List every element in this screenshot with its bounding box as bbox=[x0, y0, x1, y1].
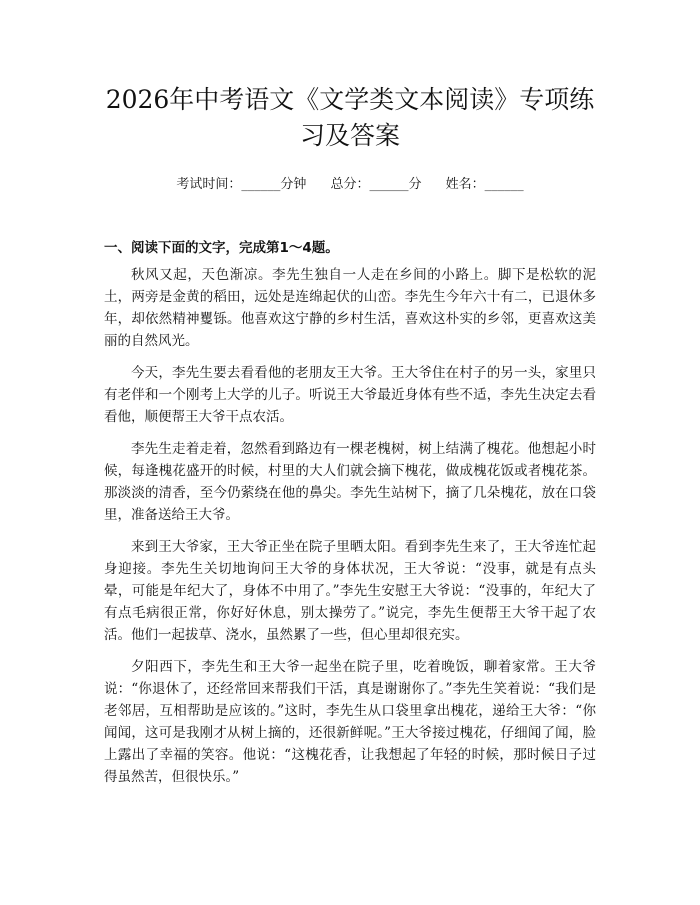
passage-paragraph-1: 秋风又起，天色渐凉。李先生独自一人走在乡间的小路上。脚下是松软的泥土，两旁是金黄的稻田，远处是连绵起伏的山峦。李先生今年六十有二，已退休多年，却依然精神矍铄。他喜欢这宁静的乡村生活，喜欢这朴实的乡邻，更喜欢这美丽的自然风光。 bbox=[104, 267, 596, 349]
document-title: 2026年中考语文《文学类文本阅读》专项练习及答案 bbox=[105, 85, 595, 150]
passage-paragraph-3: 李先生走着走着，忽然看到路边有一棵老槐树，树上结满了槐花。他想起小时候，每逢槐花盛开的时候，村里的大人们就会摘下槐花，做成槐花饭或者槐花茶。那淡淡的清香，至今仍萦绕在他的鼻尖。李先生站树下，摘了几朵槐花，放在口袋里，准备送给王大爷。 bbox=[104, 441, 596, 523]
passage-paragraph-5: 夕阳西下，李先生和王大爷一起坐在院子里，吃着晚饭，聊着家常。王大爷说：“你退休了，还经常回来帮我们干活，真是谢谢你了。”李先生笑着说：“我们是老邻居，互相帮助是应该的。”这时，李先生从口袋里拿出槐花，递给王大爷：“你闻闻，这可是我刚才从树上摘的，还很新鲜呢。”王大爷接过槐花，仔细闻了闻，脸上露出了幸福的笑容。他说：“这槐花香，让我想起了年轻的时候，那时候日子过得虽然苦，但很快乐。” bbox=[104, 659, 596, 785]
exam-info-line bbox=[104, 176, 596, 194]
student-name-field: 姓名：______ bbox=[445, 177, 524, 192]
exam-time-field: 考试时间：______分钟 bbox=[176, 177, 307, 192]
passage-paragraph-2: 今天，李先生要去看看他的老朋友王大爷。王大爷住在村子的另一头，家里只有老伴和一个刚考上大学的儿子。听说王大爷最近身体有些不适，李先生决定去看看他，顺便帮王大爷干点农活。 bbox=[104, 365, 596, 425]
section-heading: 一、阅读下面的文字，完成第1～4题。 bbox=[104, 240, 339, 256]
passage-paragraph-4: 来到王大爷家，王大爷正坐在院子里晒太阳。看到李先生来了，王大爷连忙起身迎接。李先生关切地询问王大爷的身体状况，王大爷说：“没事，就是有点头晕，可能是年纪大了，身体不中用了。”李先生安慰王大爷说：“没事的，年纪大了有点毛病很正常，你好好休息，别太操劳了。”说完，李先生便帮王大爷干起了农活。他们一起拔草、浇水，虽然累了一些，但心里却很充实。 bbox=[104, 539, 596, 643]
total-score-field: 总分：______分 bbox=[330, 177, 422, 192]
